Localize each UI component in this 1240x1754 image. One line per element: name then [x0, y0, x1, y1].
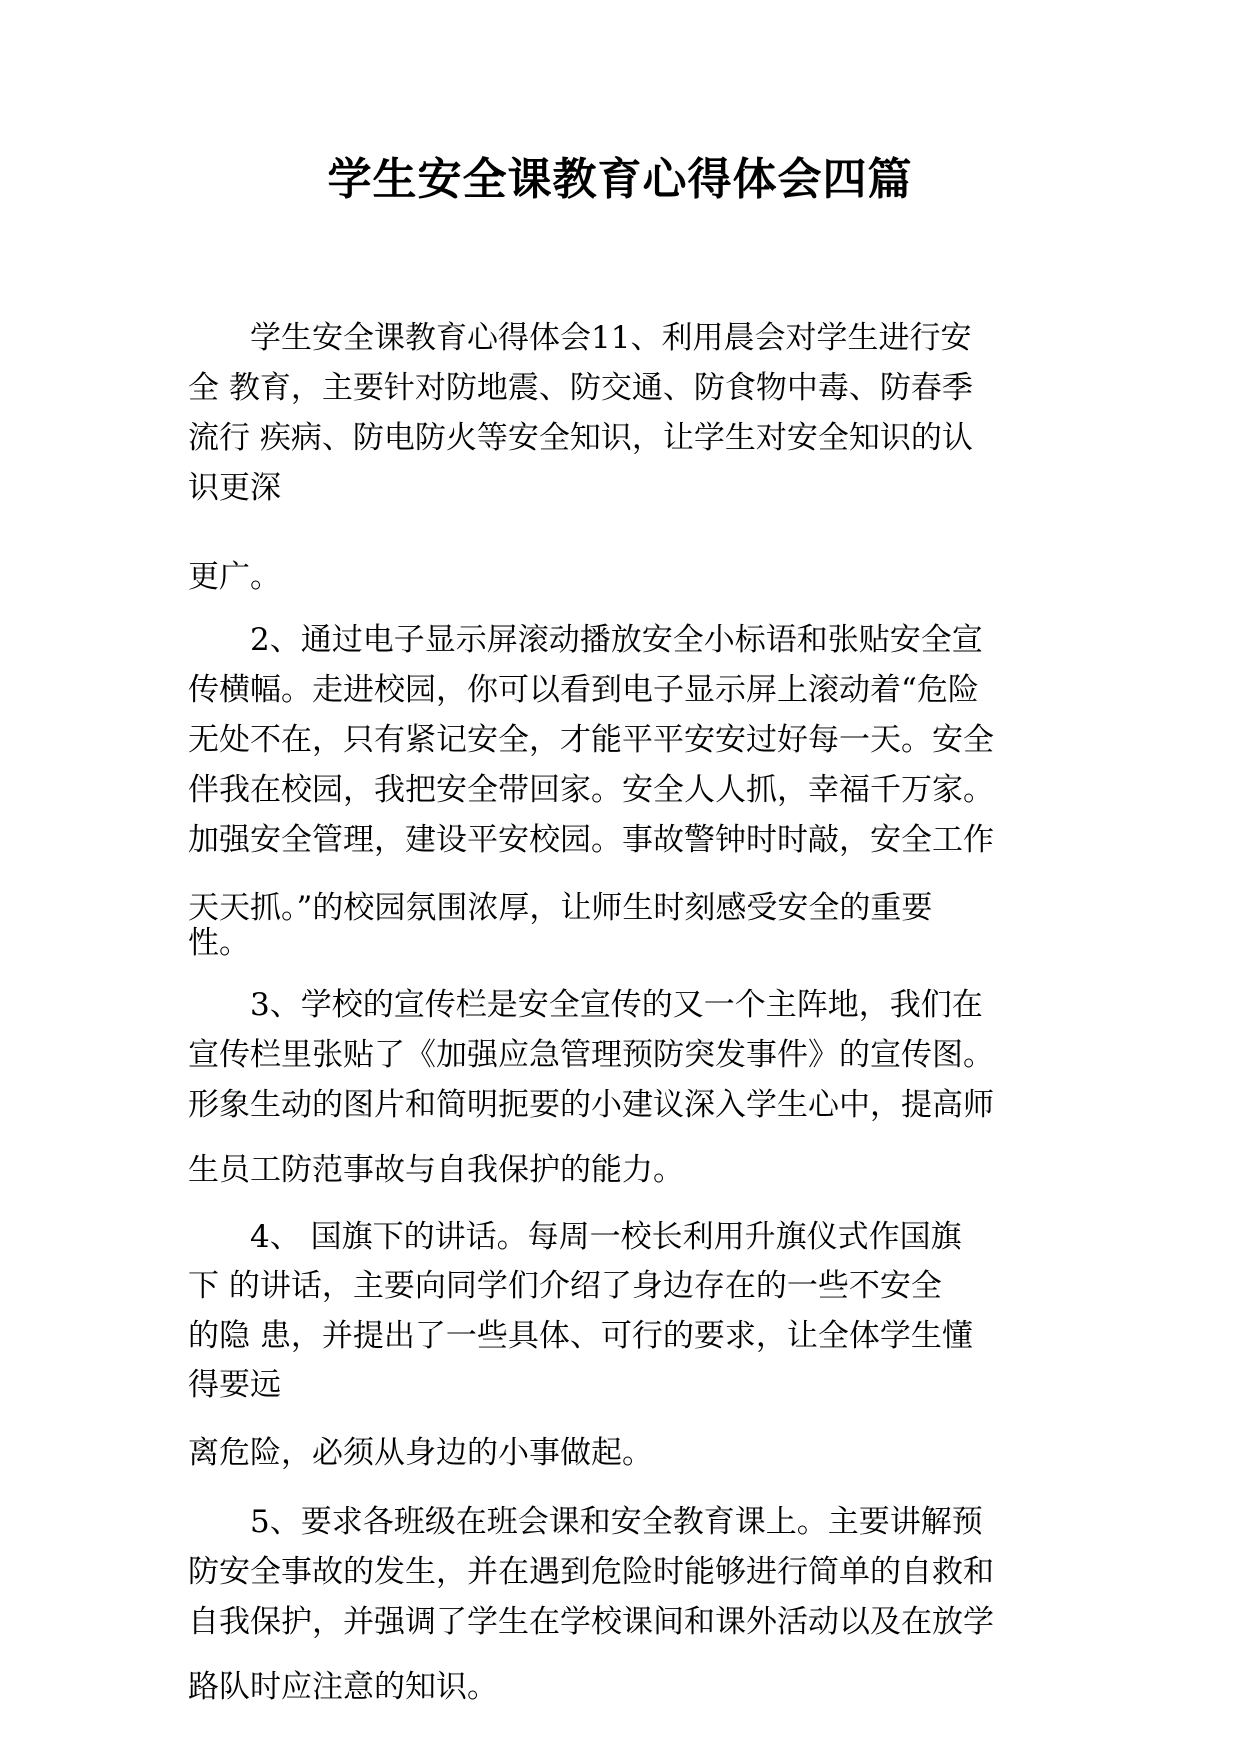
body-line: 5、要求各班级在班会课和安全教育课上。主要讲解预 — [188, 1504, 983, 1540]
body-line: 生员工防范事故与自我保护的能力。 — [188, 1152, 684, 1188]
body-line: 4、 国旗下的讲话。每周一校长利用升旗仪式作国旗 — [188, 1219, 962, 1255]
body-line: 离危险，必须从身边的小事做起。 — [188, 1435, 653, 1471]
body-line: 性。 — [188, 925, 250, 961]
body-line: 无处不在，只有紧记安全，才能平平安安过好每一天。安全 — [188, 722, 994, 758]
body-line: 形象生动的图片和简明扼要的小建议深入学生心中，提高师 — [188, 1087, 994, 1123]
body-line: 得要远 — [188, 1367, 281, 1403]
body-line: 更广。 — [188, 559, 281, 595]
body-line: 的隐 患，并提出了一些具体、可行的要求，让全体学生懂 — [188, 1318, 973, 1354]
body-line: 宣传栏里张贴了《加强应急管理预防突发事件》的宣传图。 — [188, 1037, 994, 1073]
body-line: 伴我在校园，我把安全带回家。安全人人抓，幸福千万家。 — [188, 772, 994, 808]
body-line: 2、通过电子显示屏滚动播放安全小标语和张贴安全宣 — [188, 622, 983, 658]
document-title: 学生安全课教育心得体会四篇 — [327, 154, 913, 205]
body-line: 学生安全课教育心得体会11、利用晨会对学生进行安 — [188, 320, 972, 356]
body-line: 下 的讲话，主要向同学们介绍了身边存在的一些不安全 — [188, 1268, 942, 1304]
body-line: 自我保护，并强调了学生在学校课间和课外活动以及在放学 — [188, 1604, 994, 1640]
body-line: 流行 疾病、防电防火等安全知识，让学生对安全知识的认 — [188, 420, 973, 456]
body-line: 天天抓。”的校园氛围浓厚，让师生时刻感受安全的重要 — [188, 890, 933, 926]
body-line: 全 教育，主要针对防地震、防交通、防食物中毒、防春季 — [188, 370, 973, 406]
body-line: 识更深 — [188, 470, 281, 506]
body-line: 防安全事故的发生，并在遇到危险时能够进行简单的自救和 — [188, 1554, 994, 1590]
body-line: 传横幅。走进校园，你可以看到电子显示屏上滚动着“危险 — [188, 672, 979, 708]
body-line: 3、学校的宣传栏是安全宣传的又一个主阵地，我们在 — [188, 987, 983, 1023]
body-line: 加强安全管理，建设平安校园。事故警钟时时敲，安全工作 — [188, 822, 994, 858]
body-line: 路队时应注意的知识。 — [188, 1669, 498, 1705]
